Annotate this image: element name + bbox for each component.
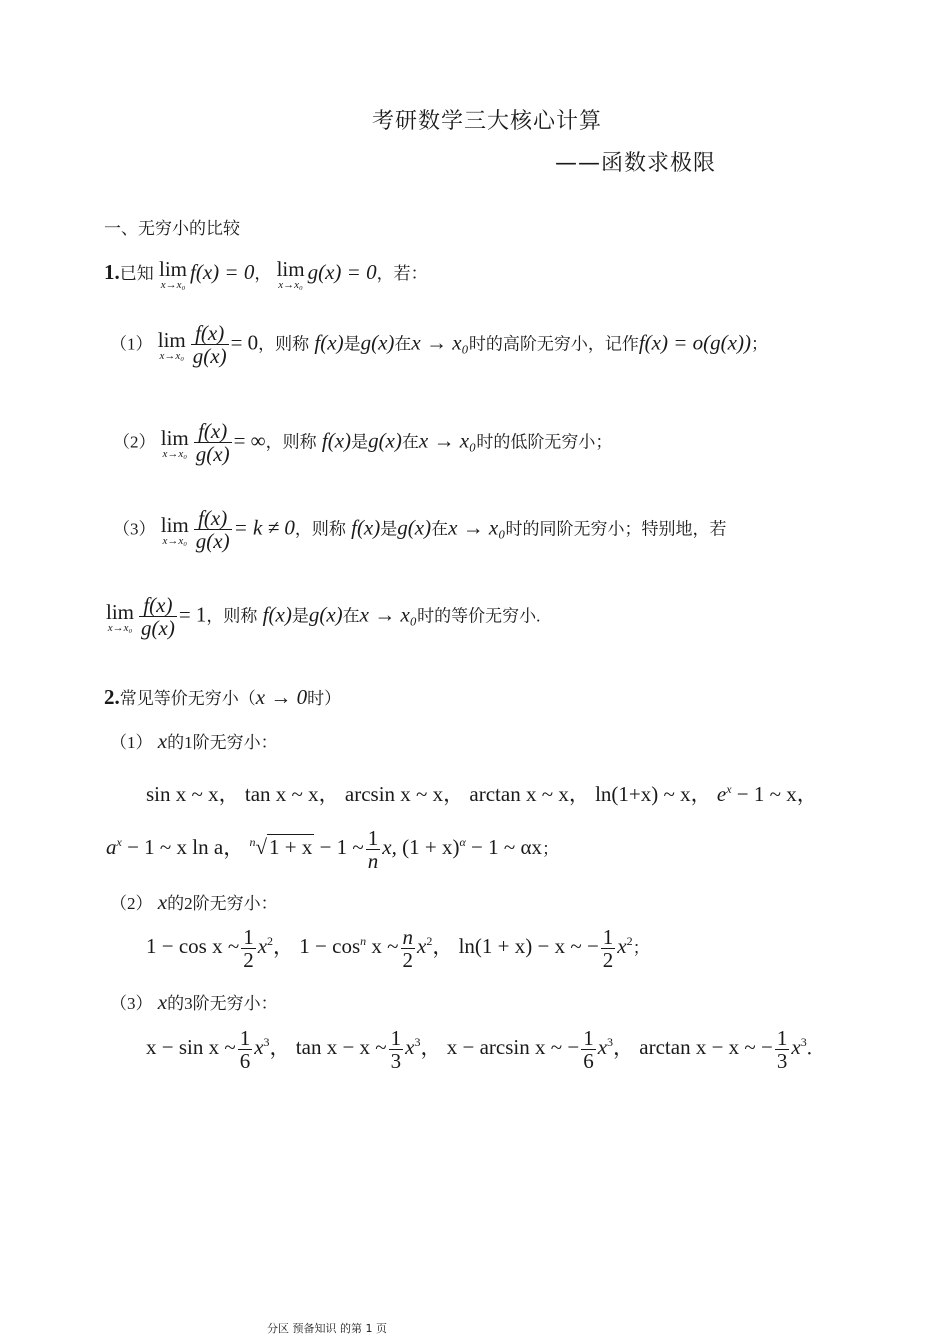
- equiv-arcsin: arcsin x ~ x: [344, 782, 444, 806]
- case-equivalent: lim x→x₀ $\frac{f(x)}{g(x)}$ = 1，则称 f(x)是g(x)在x → x₀时的等价无穷小.: [106, 593, 541, 641]
- limit-operator: lim x→x₀: [106, 599, 135, 634]
- limit-operator: lim x→x₀: [160, 425, 189, 460]
- order-3-line: x − sin x ~ $\frac{1}{6}$ $x^3$， tan x − x ~ $\frac{1}{3}$ $x^3$， x − arcsin x ~ − $\frac{1}{6}$ $x^3$， arctan x − x ~ − $\frac{1}{3}$ $x^3$.: [146, 1026, 812, 1074]
- ratio-fraction: $\frac{f(x)}{g(x)}$: [192, 321, 227, 369]
- page-title: 考研数学三大核心计算: [372, 109, 603, 134]
- g-limit: g(x) = 0: [307, 259, 377, 284]
- ratio-fraction: $\frac{f(x)}{g(x)}$: [195, 419, 230, 467]
- page-footer: 分区 预备知识 的第 1 页: [267, 1322, 387, 1335]
- item-2-heading: 2.常见等价无穷小（x → 0时）: [104, 685, 342, 709]
- case-index: （1）: [110, 334, 153, 354]
- equiv-power: $(1 + x)^\alpha - 1$ ~ αx: [402, 835, 542, 860]
- section-heading-1: 一、无穷小的比较: [104, 219, 240, 239]
- equiv-sin: sin x ~ x: [146, 782, 219, 806]
- order-3-heading: （3） x的3阶无穷小：: [110, 990, 278, 1014]
- item-1-tail: ，若：: [376, 263, 428, 283]
- order-2-line: 1 − cos x ~ $\frac{1}{2}$ $x^2$， $1 - \cos^n x$ ~ $\frac{n}{2}$ $x^2$， ln(1 + x) − x ~ − $\frac{1}{2}$ $x^2$；: [146, 925, 650, 973]
- page-subtitle: ——函数求极限: [555, 151, 717, 176]
- order-1-heading: （1） x的1阶无穷小：: [110, 729, 278, 753]
- equiv-x-minus-sin: x − sin x ~ $\frac{1}{6}$ $x^3$: [146, 1026, 270, 1074]
- ratio-fraction: $\frac{f(x)}{g(x)}$: [141, 593, 175, 641]
- limit-operator: lim x→x₀: [159, 257, 188, 291]
- equiv-arctan-minus-x: arctan x − x ~ − $\frac{1}{3}$ $x^3$: [639, 1026, 807, 1074]
- equiv-cos-n: $1 - \cos^n x$ ~ $\frac{n}{2}$ $x^2$: [299, 925, 433, 973]
- case-index: （3）: [113, 519, 156, 539]
- equiv-cos: 1 − cos x ~ $\frac{1}{2}$ $x^2$: [146, 925, 274, 973]
- case-2: （2） lim x→x₀ $\frac{f(x)}{g(x)}$ = ∞，则称 f(x)是g(x)在x → x₀时的低阶无穷小；: [113, 419, 613, 467]
- equiv-root: $^n$√1 + x − 1 ~ $\frac{1}{n}$ x,: [249, 826, 397, 874]
- case-rhs: = 0: [230, 330, 259, 355]
- limit-operator: lim x→x₀: [160, 512, 189, 547]
- equiv-ax: $a^x - 1$ ~ x ln a: [106, 835, 224, 860]
- f-limit: f(x) = 0: [190, 259, 255, 284]
- item-1-known: 已知: [119, 263, 154, 283]
- order-1-line-1: sin x ~ x， tan x ~ x， arcsin x ~ x， arctan x ~ x， ln(1+x) ~ x， $e^x - 1$ ~ x，: [146, 782, 818, 806]
- case-index: （2）: [113, 432, 156, 452]
- case-rhs: = ∞: [233, 428, 266, 453]
- limit-operator: lim x→x₀: [157, 327, 186, 362]
- equiv-tan: tan x ~ x: [244, 782, 319, 806]
- item-2-label: 2.: [104, 685, 120, 709]
- equiv-x-minus-arcsin: x − arcsin x ~ − $\frac{1}{6}$ $x^3$: [446, 1026, 614, 1074]
- equiv-ln: ln(1+x) ~ x: [595, 782, 691, 806]
- order-1-line-2: $a^x - 1$ ~ x ln a， $^n$√1 + x − 1 ~ $\frac{1}{n}$ x, $(1 + x)^\alpha - 1$ ~ αx；: [106, 826, 559, 874]
- ratio-fraction: $\frac{f(x)}{g(x)}$: [195, 506, 230, 554]
- equiv-tan-minus-x: tan x − x ~ $\frac{1}{3}$ $x^3$: [295, 1026, 421, 1074]
- limit-operator: lim x→x₀: [276, 257, 305, 291]
- case-3: （3） lim x→x₀ $\frac{f(x)}{g(x)}$ = k ≠ 0，则称 f(x)是g(x)在x → x₀时的同阶无穷小；特别地，若: [113, 506, 727, 554]
- order-2-heading: （2） x的2阶无穷小：: [110, 890, 278, 914]
- equiv-exp: $e^x - 1$ ~ x: [716, 782, 797, 806]
- equiv-arctan: arctan x ~ x: [469, 782, 569, 806]
- little-o-notation: f(x) = o(g(x)): [638, 330, 751, 355]
- item-1-statement: 1.已知 lim x→x₀ f(x) = 0， lim x→x₀ g(x) = 0，若：: [104, 257, 428, 291]
- equiv-ln-minus-x: ln(1 + x) − x ~ − $\frac{1}{2}$ $x^2$: [458, 925, 633, 973]
- case-rhs: = k ≠ 0: [233, 515, 295, 540]
- case-1: （1） lim x→x₀ $\frac{f(x)}{g(x)}$ = 0，则称 f(x)是g(x)在x → x₀时的高阶无穷小，记作f(x) = o(g(x))；: [110, 321, 768, 369]
- item-1-label: 1.: [104, 259, 120, 284]
- case-rhs: = 1: [178, 602, 207, 627]
